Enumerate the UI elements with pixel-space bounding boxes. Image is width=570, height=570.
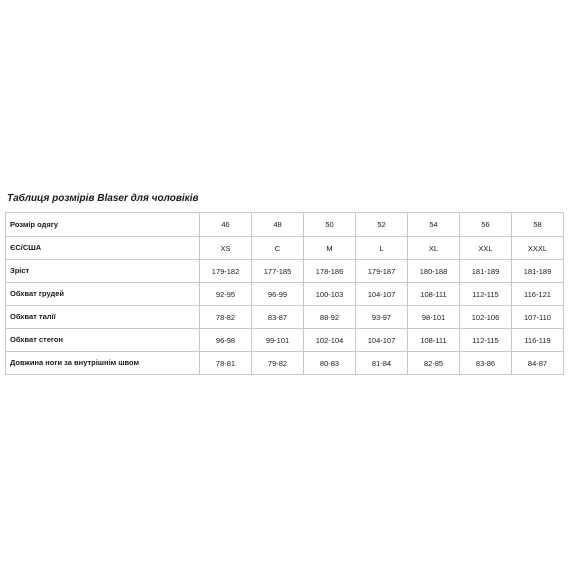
- table-cell: 112-115: [460, 283, 512, 306]
- table-cell: 181-189: [512, 260, 564, 283]
- table-row: [6, 329, 564, 352]
- table-cell: 93-97: [356, 306, 408, 329]
- table-cell: 46: [200, 213, 252, 237]
- table-cell: 96-98: [200, 329, 252, 352]
- table-cell: 83-87: [252, 306, 304, 329]
- table-cell: 50: [304, 213, 356, 237]
- table-cell: 78-82: [200, 306, 252, 329]
- table-cell: 102-104: [304, 329, 356, 352]
- table-cell: XS: [200, 237, 252, 260]
- table-cell: 179-187: [356, 260, 408, 283]
- table-cell: 102-106: [460, 306, 512, 329]
- table-cell: 56: [460, 213, 512, 237]
- table-cell: XXXL: [512, 237, 564, 260]
- table-cell: 81-84: [356, 352, 408, 375]
- table-cell: 48: [252, 213, 304, 237]
- table-cell: 80-83: [304, 352, 356, 375]
- table-row: [6, 306, 564, 329]
- table-cell: 181-189: [460, 260, 512, 283]
- row-label: Обхват стегон: [6, 329, 200, 352]
- table-row: [6, 213, 564, 237]
- size-chart-table: [5, 212, 564, 375]
- row-label: Довжина ноги за внутрішнім швом: [6, 352, 200, 375]
- table-cell: 100-103: [304, 283, 356, 306]
- row-label: Розмір одягу: [6, 213, 200, 237]
- table-cell: XXL: [460, 237, 512, 260]
- table-row: [6, 352, 564, 375]
- table-row: [6, 237, 564, 260]
- table-cell: 180-188: [408, 260, 460, 283]
- row-label: Зріст: [6, 260, 200, 283]
- table-cell: 78-81: [200, 352, 252, 375]
- table-cell: 58: [512, 213, 564, 237]
- table-cell: 84-87: [512, 352, 564, 375]
- table-cell: 108-111: [408, 283, 460, 306]
- table-cell: 112-115: [460, 329, 512, 352]
- table-cell: L: [356, 237, 408, 260]
- table-cell: 98-101: [408, 306, 460, 329]
- table-cell: 116-121: [512, 283, 564, 306]
- row-label: ЄС/США: [6, 237, 200, 260]
- table-cell: 92-95: [200, 283, 252, 306]
- table-cell: C: [252, 237, 304, 260]
- table-cell: 107-110: [512, 306, 564, 329]
- table-cell: 116-119: [512, 329, 564, 352]
- row-label: Обхват грудей: [6, 283, 200, 306]
- table-cell: M: [304, 237, 356, 260]
- table-cell: 108-111: [408, 329, 460, 352]
- table-cell: 104-107: [356, 329, 408, 352]
- table-cell: 96-99: [252, 283, 304, 306]
- table-cell: 99-101: [252, 329, 304, 352]
- table-cell: 104-107: [356, 283, 408, 306]
- table-cell: 82-85: [408, 352, 460, 375]
- table-cell: 79-82: [252, 352, 304, 375]
- table-title: Таблиця розмірів Blaser для чоловіків: [7, 193, 199, 204]
- table-cell: 88-92: [304, 306, 356, 329]
- table-cell: 177-185: [252, 260, 304, 283]
- table-cell: 54: [408, 213, 460, 237]
- table-row: [6, 260, 564, 283]
- table-cell: 178-186: [304, 260, 356, 283]
- table-cell: XL: [408, 237, 460, 260]
- table-cell: 83-86: [460, 352, 512, 375]
- table-cell: 52: [356, 213, 408, 237]
- size-chart-body: [6, 213, 564, 375]
- row-label: Обхват талії: [6, 306, 200, 329]
- table-row: [6, 283, 564, 306]
- table-cell: 179-182: [200, 260, 252, 283]
